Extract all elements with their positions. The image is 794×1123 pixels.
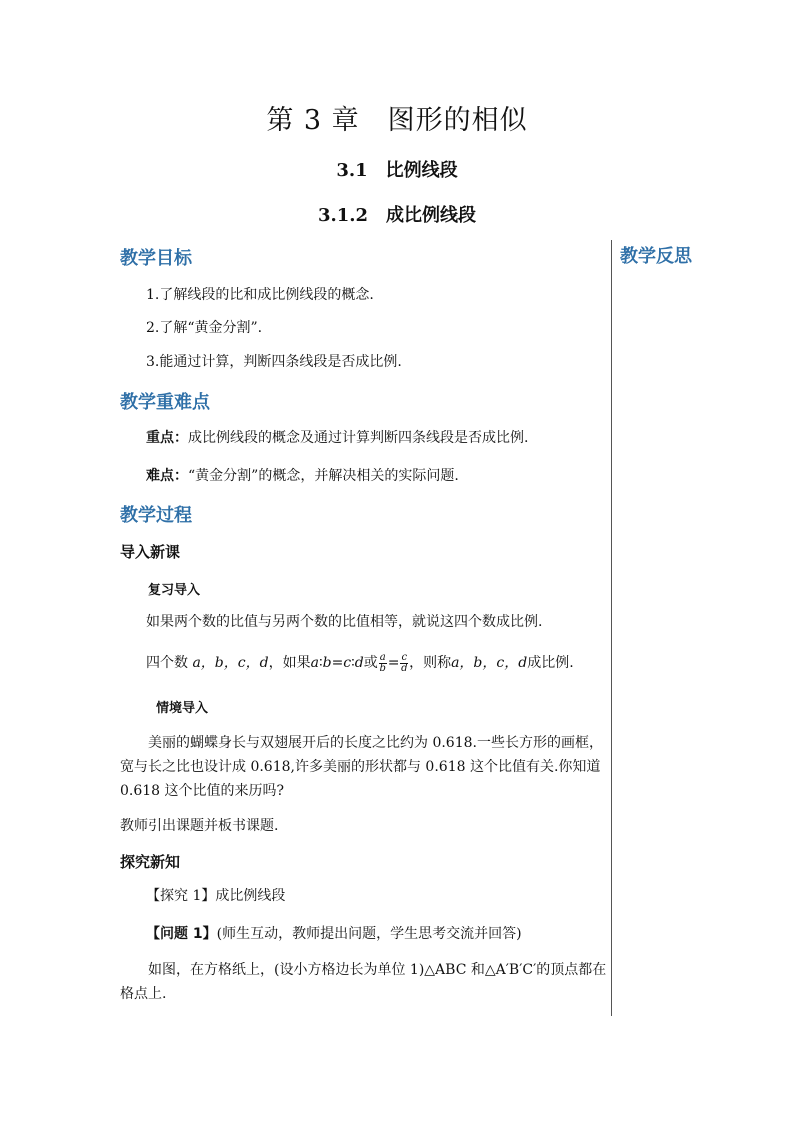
ratio-d: d: [354, 655, 364, 671]
key-point-line: [146, 428, 528, 448]
ratio-if: ，如果: [268, 655, 311, 671]
ratio-colon-2: ∶: [351, 655, 355, 671]
frac-a: a: [379, 651, 386, 663]
ratio-or: 或: [363, 655, 378, 671]
review-heading: 复习导入: [148, 583, 201, 598]
figure-text: 如图，在方格纸上，(设小方格边长为单位 1)△ABC 和△A′B′C′的顶点都在格点上.: [120, 962, 607, 1002]
ratio-line: [146, 650, 574, 676]
ratio-colon-1: ∶: [318, 655, 323, 671]
ratio-b: b: [322, 655, 332, 671]
problem-1: [146, 924, 522, 944]
ratio-eq-2: =: [387, 655, 400, 671]
objective-item-2: 2.了解“黄金分割”.: [146, 320, 263, 336]
chapter-title: 第 3 章 图形的相似: [266, 105, 528, 136]
frac-b: b: [379, 662, 386, 674]
explore-1: 【探究 1】成比例线段: [146, 888, 286, 904]
key-text: 成比例线段的概念及通过计算判断四条线段是否成比例.: [188, 430, 529, 446]
ratio-vars: a，b，c，d: [192, 655, 269, 671]
objectives-heading: 教学目标: [120, 248, 192, 269]
objective-item-1: 1.了解线段的比和成比例线段的概念.: [146, 287, 374, 303]
problem-1-label: 【问题 1】: [146, 926, 217, 942]
explore-heading: 探究新知: [120, 853, 181, 871]
ratio-c: c: [343, 655, 352, 671]
fraction-a-b: [379, 653, 387, 674]
ratio-prefix: 四个数: [146, 655, 188, 671]
ratio-suffix: 成比例.: [527, 655, 574, 671]
ratio-then: ，则称: [409, 655, 452, 671]
difficulty-label: 难点：: [146, 468, 188, 484]
situation-text: 美丽的蝴蝶身长与双翅展开后的长度之比约为 0.618.一些长方形的画框，宽与长之比也设计成 0.618,许多美丽的形状都与 0.618 这个比值有关.你知道 0.618 这个比值的来历吗?: [120, 735, 603, 799]
frac-c: c: [401, 651, 408, 663]
intro-heading: 导入新课: [120, 543, 181, 561]
key-label: 重点：: [146, 430, 188, 446]
frac-d: d: [401, 662, 408, 674]
objective-item-3: 3.能通过计算，判断四条线段是否成比例.: [146, 354, 402, 370]
difficulty-line: [146, 466, 459, 486]
review-text: 如果两个数的比值与另两个数的比值相等，就说这四个数成比例.: [146, 614, 543, 630]
fraction-c-d: [400, 653, 408, 674]
key-points-heading: 教学重难点: [120, 392, 210, 413]
ratio-vars-2: a，b，c，d: [451, 655, 528, 671]
section-title: 3.1 比例线段: [336, 160, 458, 181]
subsection-title: 3.1.2 成比例线段: [317, 205, 477, 226]
difficulty-text: “黄金分割”的概念，并解决相关的实际问题.: [188, 468, 459, 484]
ratio-a: a: [310, 655, 319, 671]
reflection-heading: 教学反思: [620, 246, 692, 267]
process-heading: 教学过程: [120, 505, 192, 526]
column-divider: [611, 240, 612, 1016]
teacher-text: 教师引出课题并板书课题.: [120, 818, 279, 834]
problem-1-text: (师生互动，教师提出问题，学生思考交流并回答): [216, 926, 522, 942]
situation-heading: 情境导入: [156, 701, 209, 716]
ratio-eq: =: [331, 655, 344, 671]
